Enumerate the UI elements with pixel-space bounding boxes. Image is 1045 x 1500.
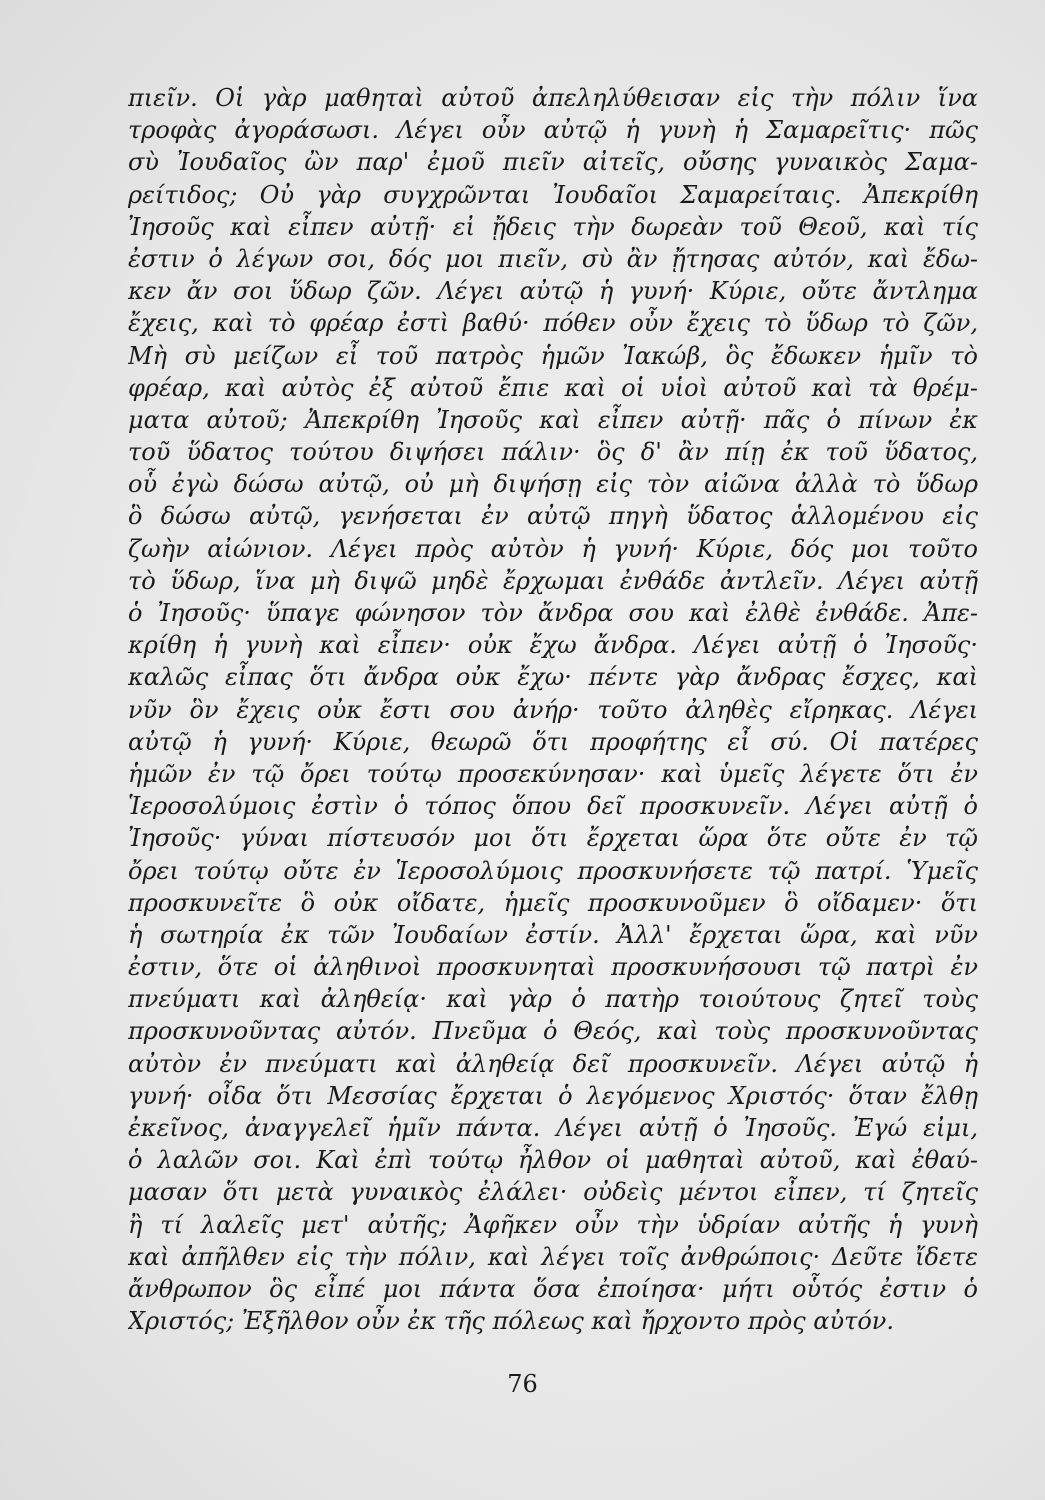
text-line-26: προσκυνεῖτε ὃ οὐκ οἴδατε, ἡμεῖς προσκυνοῦμεν ὃ οἴδαμεν· ὅτι — [128, 888, 978, 917]
text-line-13: οὗ ἐγὼ δώσω αὐτῷ, οὐ μὴ διψήσῃ εἰς τὸν αἰῶνα ἀλλὰ τὸ ὕδωρ — [128, 470, 978, 499]
text-line-35: μασαν ὅτι μετὰ γυναικὸς ἐλάλει· οὐδεὶς μέντοι εἶπεν, τί ζητεῖς — [128, 1178, 978, 1207]
text-line-21: αὐτῷ ἡ γυνή· Κύριε, θεωρῶ ὅτι προφήτης εἶ σύ. Οἱ πατέρες — [128, 727, 978, 756]
text-line-29: πνεύματι καὶ ἀληθείᾳ· καὶ γὰρ ὁ πατὴρ τοιούτους ζητεῖ τοὺς — [128, 985, 978, 1014]
page-number: 76 — [507, 1370, 538, 1398]
text-line-3: σὺ Ἰουδαῖος ὢν παρ' ἐμοῦ πιεῖν αἰτεῖς, οὔσης γυναικὸς Σαμα- — [128, 148, 978, 177]
text-line-36: ἢ τί λαλεῖς μετ' αὐτῆς; Ἀφῆκεν οὖν τὴν ὑδρίαν αὐτῆς ἡ γυνὴ — [128, 1210, 978, 1239]
text-line-37: καὶ ἀπῆλθεν εἰς τὴν πόλιν, καὶ λέγει τοῖς ἀνθρώποις· Δεῦτε ἴδετε — [128, 1242, 978, 1271]
text-line-7: κεν ἄν σοι ὕδωρ ζῶν. Λέγει αὐτῷ ἡ γυνή· Κύριε, οὔτε ἄντλημα — [128, 277, 978, 306]
text-line-34: ὁ λαλῶν σοι. Καὶ ἐπὶ τούτῳ ἦλθον οἱ μαθηταὶ αὐτοῦ, καὶ ἐθαύ- — [128, 1146, 978, 1175]
text-line-14: ὃ δώσω αὐτῷ, γενήσεται ἐν αὐτῷ πηγὴ ὕδατος ἁλλομένου εἰς — [128, 502, 978, 531]
body-text — [128, 82, 978, 1337]
text-line-15: ζωὴν αἰώνιον. Λέγει πρὸς αὐτὸν ἡ γυνή· Κύριε, δός μοι τοῦτο — [128, 534, 978, 563]
text-line-8: ἔχεις, καὶ τὸ φρέαρ ἐστὶ βαθύ· πόθεν οὖν ἔχεις τὸ ὕδωρ τὸ ζῶν, — [128, 309, 978, 338]
text-line-39: Χριστός; Ἐξῆλθον οὖν ἐκ τῆς πόλεως καὶ ἤρχοντο πρὸς αὐτόν. — [128, 1307, 895, 1336]
text-line-2: τροφὰς ἀγοράσωσι. Λέγει οὖν αὐτῷ ἡ γυνὴ ἡ Σαμαρεῖτις· πῶς — [128, 116, 978, 145]
text-line-32: γυνή· οἶδα ὅτι Μεσσίας ἔρχεται ὁ λεγόμενος Χριστός· ὅταν ἔλθῃ — [128, 1081, 978, 1110]
text-line-28: ἐστιν, ὅτε οἱ ἀληθινοὶ προσκυνηταὶ προσκυνήσουσι τῷ πατρὶ ἐν — [128, 953, 978, 982]
text-line-4: ρείτιδος; Οὐ γὰρ συγχρῶνται Ἰουδαῖοι Σαμαρείταις. Ἀπεκρίθη — [128, 180, 978, 209]
text-line-9: Μὴ σὺ μείζων εἶ τοῦ πατρὸς ἡμῶν Ἰακώβ, ὃς ἔδωκεν ἡμῖν τὸ — [128, 341, 978, 370]
text-line-22: ἡμῶν ἐν τῷ ὄρει τούτῳ προσεκύνησαν· καὶ ὑμεῖς λέγετε ὅτι ἐν — [128, 759, 978, 788]
text-line-33: ἐκεῖνος, ἀναγγελεῖ ἡμῖν πάντα. Λέγει αὐτῇ ὁ Ἰησοῦς. Ἐγώ εἰμι, — [128, 1114, 978, 1142]
text-line-31: αὐτὸν ἐν πνεύματι καὶ ἀληθείᾳ δεῖ προσκυνεῖν. Λέγει αὐτῷ ἡ — [128, 1049, 978, 1078]
text-line-12: τοῦ ὕδατος τούτου διψήσει πάλιν· ὃς δ' ἂν πίῃ ἐκ τοῦ ὕδατος, — [128, 438, 978, 467]
text-line-25: ὄρει τούτῳ οὔτε ἐν Ἱεροσολύμοις προσκυνήσετε τῷ πατρί. Ὑμεῖς — [128, 856, 978, 885]
text-line-20: νῦν ὃν ἔχεις οὐκ ἔστι σου ἀνήρ· τοῦτο ἀληθὲς εἴρηκας. Λέγει — [128, 695, 978, 724]
text-line-19: καλῶς εἶπας ὅτι ἄνδρα οὐκ ἔχω· πέντε γὰρ ἄνδρας ἔσχες, καὶ — [128, 663, 978, 692]
text-line-27: ἡ σωτηρία ἐκ τῶν Ἰουδαίων ἐστίν. Ἀλλ' ἔρχεται ὥρα, καὶ νῦν — [128, 920, 978, 949]
text-line-38: ἄνθρωπον ὃς εἶπέ μοι πάντα ὅσα ἐποίησα· μήτι οὗτός ἐστιν ὁ — [128, 1274, 978, 1303]
text-line-23: Ἱεροσολύμοις ἐστὶν ὁ τόπος ὅπου δεῖ προσκυνεῖν. Λέγει αὐτῇ ὁ — [128, 792, 978, 821]
text-line-17: ὁ Ἰησοῦς· ὕπαγε φώνησον τὸν ἄνδρα σου καὶ ἐλθὲ ἐνθάδε. Ἀπε- — [128, 599, 978, 627]
text-line-16: τὸ ὕδωρ, ἵνα μὴ διψῶ μηδὲ ἔρχωμαι ἐνθάδε ἀντλεῖν. Λέγει αὐτῇ — [128, 566, 978, 595]
text-line-1: πιεῖν. Οἱ γὰρ μαθηταὶ αὐτοῦ ἀπεληλύθεισαν εἰς τὴν πόλιν ἵνα — [128, 84, 978, 112]
text-line-18: κρίθη ἡ γυνὴ καὶ εἶπεν· οὐκ ἔχω ἄνδρα. Λέγει αὐτῇ ὁ Ἰησοῦς· — [128, 631, 978, 660]
text-line-24: Ἰησοῦς· γύναι πίστευσόν μοι ὅτι ἔρχεται ὥρα ὅτε οὔτε ἐν τῷ — [128, 824, 978, 853]
text-line-6: ἐστιν ὁ λέγων σοι, δός μοι πιεῖν, σὺ ἂν ᾔτησας αὐτόν, καὶ ἔδω- — [128, 244, 978, 273]
text-line-11: ματα αὐτοῦ; Ἀπεκρίθη Ἰησοῦς καὶ εἶπεν αὐτῇ· πᾶς ὁ πίνων ἐκ — [128, 405, 978, 434]
text-line-30: προσκυνοῦντας αὐτόν. Πνεῦμα ὁ Θεός, καὶ τοὺς προσκυνοῦντας — [128, 1017, 978, 1046]
text-line-5: Ἰησοῦς καὶ εἶπεν αὐτῇ· εἰ ᾔδεις τὴν δωρεὰν τοῦ Θεοῦ, καὶ τίς — [128, 212, 978, 241]
text-line-10: φρέαρ, καὶ αὐτὸς ἐξ αὐτοῦ ἔπιε καὶ οἱ υἱοὶ αὐτοῦ καὶ τὰ θρέμ- — [128, 373, 978, 402]
